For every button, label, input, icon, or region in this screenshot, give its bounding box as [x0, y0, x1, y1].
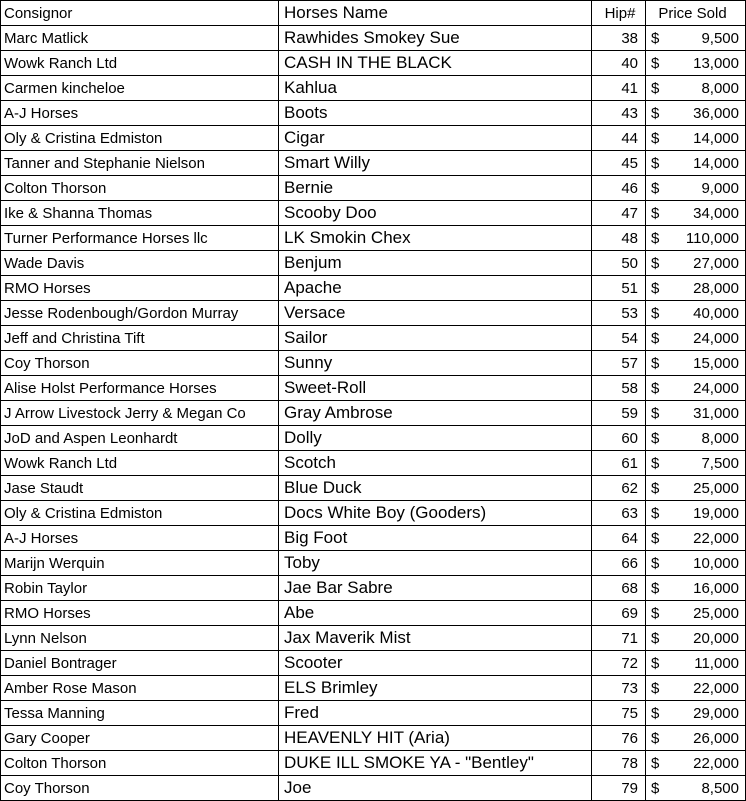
currency-symbol: $ [651, 529, 660, 547]
table-row [1, 126, 746, 151]
consignor-cell[interactable]: Marijn Werquin [1, 551, 279, 576]
currency-symbol: $ [651, 454, 660, 472]
price-value: 36,000 [693, 104, 739, 122]
table-row [1, 151, 746, 176]
price-value: 20,000 [693, 629, 739, 647]
horse-name-cell[interactable]: Cigar [279, 126, 592, 151]
horse-name-cell[interactable]: ELS Brimley [279, 676, 592, 701]
currency-symbol: $ [651, 779, 660, 797]
consignor-cell[interactable]: J Arrow Livestock Jerry & Megan Co [1, 401, 279, 426]
hip-number-cell[interactable]: 62 [592, 476, 646, 501]
currency-symbol: $ [651, 129, 660, 147]
hip-number-cell[interactable]: 73 [592, 676, 646, 701]
hip-number-cell[interactable]: 63 [592, 501, 646, 526]
price-sold-cell[interactable] [646, 451, 746, 476]
hip-number-cell[interactable]: 75 [592, 701, 646, 726]
table-body [1, 26, 746, 801]
consignor-cell[interactable]: Colton Thorson [1, 751, 279, 776]
price-sold-cell[interactable] [646, 751, 746, 776]
horse-name-cell[interactable]: Scooter [279, 651, 592, 676]
consignor-cell[interactable]: JoD and Aspen Leonhardt [1, 426, 279, 451]
price-sold-cell[interactable] [646, 601, 746, 626]
price-sold-cell[interactable] [646, 726, 746, 751]
horse-name-cell[interactable]: Abe [279, 601, 592, 626]
horse-name-cell[interactable]: LK Smokin Chex [279, 226, 592, 251]
price-sold-cell[interactable] [646, 151, 746, 176]
price-value: 7,500 [701, 454, 739, 472]
currency-symbol: $ [651, 629, 660, 647]
currency-symbol: $ [651, 29, 660, 47]
currency-symbol: $ [651, 379, 660, 397]
consignor-cell[interactable]: Carmen kincheloe [1, 76, 279, 101]
price-value: 110,000 [685, 229, 739, 247]
horse-name-cell[interactable]: Gray Ambrose [279, 401, 592, 426]
hip-number-cell[interactable]: 43 [592, 101, 646, 126]
consignor-cell[interactable]: Robin Taylor [1, 576, 279, 601]
horse-name-cell[interactable]: Jax Maverik Mist [279, 626, 592, 651]
price-value: 29,000 [693, 704, 739, 722]
currency-symbol: $ [651, 679, 660, 697]
currency-symbol: $ [651, 654, 660, 672]
consignor-cell[interactable]: Marc Matlick [1, 26, 279, 51]
table-row [1, 451, 746, 476]
price-value: 22,000 [693, 529, 739, 547]
price-sold-cell[interactable] [646, 501, 746, 526]
consignor-cell[interactable]: Ike & Shanna Thomas [1, 201, 279, 226]
price-sold-cell[interactable] [646, 426, 746, 451]
price-value: 16,000 [693, 579, 739, 597]
price-sold-cell[interactable] [646, 576, 746, 601]
consignor-cell[interactable]: Jase Staudt [1, 476, 279, 501]
currency-symbol: $ [651, 104, 660, 122]
price-sold-cell[interactable] [646, 676, 746, 701]
hip-number-cell[interactable]: 59 [592, 401, 646, 426]
price-value: 24,000 [693, 329, 739, 347]
price-sold-cell[interactable] [646, 301, 746, 326]
table-row [1, 651, 746, 676]
consignor-cell[interactable]: Wowk Ranch Ltd [1, 51, 279, 76]
consignor-cell[interactable]: RMO Horses [1, 276, 279, 301]
table-row [1, 476, 746, 501]
hip-number-cell[interactable]: 61 [592, 451, 646, 476]
hip-number-cell[interactable]: 40 [592, 51, 646, 76]
horse-name-cell[interactable]: Sweet-Roll [279, 376, 592, 401]
hip-number-cell[interactable]: 60 [592, 426, 646, 451]
column-header-horse-name[interactable]: Horses Name [279, 1, 592, 26]
price-sold-cell[interactable] [646, 51, 746, 76]
hip-number-cell[interactable]: 48 [592, 226, 646, 251]
table-row [1, 576, 746, 601]
currency-symbol: $ [651, 229, 660, 247]
price-value: 9,500 [701, 29, 739, 47]
table-row [1, 276, 746, 301]
price-value: 14,000 [693, 154, 739, 172]
table-row [1, 326, 746, 351]
hip-number-cell[interactable]: 50 [592, 251, 646, 276]
horse-name-cell[interactable]: Dolly [279, 426, 592, 451]
price-sold-cell[interactable] [646, 351, 746, 376]
horse-name-cell[interactable]: Rawhides Smokey Sue [279, 26, 592, 51]
price-sold-cell[interactable] [646, 776, 746, 801]
hip-number-cell[interactable]: 69 [592, 601, 646, 626]
table-row [1, 676, 746, 701]
price-sold-cell[interactable] [646, 226, 746, 251]
table-row [1, 251, 746, 276]
hip-number-cell[interactable]: 68 [592, 576, 646, 601]
horse-name-cell[interactable]: Versace [279, 301, 592, 326]
hip-number-cell[interactable]: 38 [592, 26, 646, 51]
header-row [1, 1, 746, 26]
price-value: 14,000 [693, 129, 739, 147]
price-sold-cell[interactable] [646, 276, 746, 301]
horse-name-cell[interactable]: Apache [279, 276, 592, 301]
price-value: 34,000 [693, 204, 739, 222]
horse-name-cell[interactable]: Joe [279, 776, 592, 801]
price-value: 28,000 [693, 279, 739, 297]
currency-symbol: $ [651, 579, 660, 597]
price-value: 40,000 [693, 304, 739, 322]
column-header-hip[interactable]: Hip# [592, 1, 646, 26]
table-row [1, 51, 746, 76]
currency-symbol: $ [651, 329, 660, 347]
table-row [1, 26, 746, 51]
hip-number-cell[interactable]: 66 [592, 551, 646, 576]
price-value: 25,000 [693, 479, 739, 497]
price-sold-cell[interactable] [646, 251, 746, 276]
currency-symbol: $ [651, 754, 660, 772]
hip-number-cell[interactable]: 71 [592, 626, 646, 651]
horse-name-cell[interactable]: Scotch [279, 451, 592, 476]
hip-number-cell[interactable]: 41 [592, 76, 646, 101]
currency-symbol: $ [651, 404, 660, 422]
horse-name-cell[interactable]: Toby [279, 551, 592, 576]
price-value: 8,000 [701, 79, 739, 97]
price-sold-cell[interactable] [646, 551, 746, 576]
table-row [1, 176, 746, 201]
consignor-cell[interactable]: Alise Holst Performance Horses [1, 376, 279, 401]
consignor-cell[interactable]: Colton Thorson [1, 176, 279, 201]
hip-number-cell[interactable]: 76 [592, 726, 646, 751]
currency-symbol: $ [651, 504, 660, 522]
price-value: 10,000 [693, 554, 739, 572]
consignor-cell[interactable]: A-J Horses [1, 526, 279, 551]
currency-symbol: $ [651, 429, 660, 447]
hip-number-cell[interactable]: 51 [592, 276, 646, 301]
price-sold-cell[interactable] [646, 401, 746, 426]
currency-symbol: $ [651, 479, 660, 497]
table-row [1, 401, 746, 426]
price-value: 31,000 [693, 404, 739, 422]
horse-name-cell[interactable]: Kahlua [279, 76, 592, 101]
consignor-cell[interactable]: Wade Davis [1, 251, 279, 276]
consignor-cell[interactable]: RMO Horses [1, 601, 279, 626]
horse-name-cell[interactable]: Fred [279, 701, 592, 726]
table-row [1, 76, 746, 101]
price-value: 9,000 [701, 179, 739, 197]
currency-symbol: $ [651, 354, 660, 372]
hip-number-cell[interactable]: 79 [592, 776, 646, 801]
table-row [1, 601, 746, 626]
consignor-cell[interactable]: Jesse Rodenbough/Gordon Murray [1, 301, 279, 326]
price-sold-cell[interactable] [646, 76, 746, 101]
hip-number-cell[interactable]: 53 [592, 301, 646, 326]
horse-name-cell[interactable]: Blue Duck [279, 476, 592, 501]
currency-symbol: $ [651, 179, 660, 197]
consignor-cell[interactable]: Turner Performance Horses llc [1, 226, 279, 251]
price-value: 22,000 [693, 679, 739, 697]
horse-name-cell[interactable]: Sunny [279, 351, 592, 376]
hip-number-cell[interactable]: 78 [592, 751, 646, 776]
price-value: 15,000 [693, 354, 739, 372]
currency-symbol: $ [651, 704, 660, 722]
price-sold-cell[interactable] [646, 376, 746, 401]
price-value: 22,000 [693, 754, 739, 772]
currency-symbol: $ [651, 54, 660, 72]
hip-number-cell[interactable]: 46 [592, 176, 646, 201]
hip-number-cell[interactable]: 58 [592, 376, 646, 401]
consignor-cell[interactable]: Tessa Manning [1, 701, 279, 726]
consignor-cell[interactable]: Daniel Bontrager [1, 651, 279, 676]
price-value: 27,000 [693, 254, 739, 272]
price-value: 8,500 [701, 779, 739, 797]
price-sold-cell[interactable] [646, 326, 746, 351]
price-sold-cell[interactable] [646, 626, 746, 651]
table-row [1, 626, 746, 651]
currency-symbol: $ [651, 304, 660, 322]
table-row [1, 526, 746, 551]
table-row [1, 701, 746, 726]
price-value: 8,000 [701, 429, 739, 447]
table-row [1, 376, 746, 401]
price-value: 19,000 [693, 504, 739, 522]
hip-number-cell[interactable]: 72 [592, 651, 646, 676]
hip-number-cell[interactable]: 45 [592, 151, 646, 176]
consignor-cell[interactable]: A-J Horses [1, 101, 279, 126]
price-sold-cell[interactable] [646, 476, 746, 501]
table-row [1, 201, 746, 226]
table-row [1, 101, 746, 126]
hip-number-cell[interactable]: 64 [592, 526, 646, 551]
price-value: 11,000 [694, 654, 739, 672]
currency-symbol: $ [651, 554, 660, 572]
table-row [1, 726, 746, 751]
consignor-cell[interactable]: Lynn Nelson [1, 626, 279, 651]
table-row [1, 776, 746, 801]
price-value: 26,000 [693, 729, 739, 747]
currency-symbol: $ [651, 729, 660, 747]
hip-number-cell[interactable]: 44 [592, 126, 646, 151]
horse-name-cell[interactable]: CASH IN THE BLACK [279, 51, 592, 76]
consignor-cell[interactable]: Jeff and Christina Tift [1, 326, 279, 351]
currency-symbol: $ [651, 154, 660, 172]
column-header-price-sold[interactable]: Price Sold [646, 1, 746, 26]
horse-name-cell[interactable]: Bernie [279, 176, 592, 201]
consignor-cell[interactable]: Gary Cooper [1, 726, 279, 751]
hip-number-cell[interactable]: 54 [592, 326, 646, 351]
consignor-cell[interactable]: Wowk Ranch Ltd [1, 451, 279, 476]
currency-symbol: $ [651, 604, 660, 622]
horse-name-cell[interactable]: Scooby Doo [279, 201, 592, 226]
price-value: 13,000 [693, 54, 739, 72]
currency-symbol: $ [651, 79, 660, 97]
consignor-cell[interactable]: Coy Thorson [1, 776, 279, 801]
table-row [1, 501, 746, 526]
table-row [1, 351, 746, 376]
hip-number-cell[interactable]: 57 [592, 351, 646, 376]
table-row [1, 751, 746, 776]
price-value: 25,000 [693, 604, 739, 622]
currency-symbol: $ [651, 254, 660, 272]
horse-name-cell[interactable]: Big Foot [279, 526, 592, 551]
horse-name-cell[interactable]: Jae Bar Sabre [279, 576, 592, 601]
price-sold-cell[interactable] [646, 126, 746, 151]
consignor-cell[interactable]: Oly & Cristina Edmiston [1, 501, 279, 526]
consignor-cell[interactable]: Coy Thorson [1, 351, 279, 376]
table-row [1, 551, 746, 576]
horse-name-cell[interactable]: Sailor [279, 326, 592, 351]
horse-name-cell[interactable]: Docs White Boy (Gooders) [279, 501, 592, 526]
price-sold-cell[interactable] [646, 651, 746, 676]
horse-name-cell[interactable]: DUKE ILL SMOKE YA - "Bentley" [279, 751, 592, 776]
table-row [1, 426, 746, 451]
consignor-cell[interactable]: Amber Rose Mason [1, 676, 279, 701]
horse-name-cell[interactable]: Smart Willy [279, 151, 592, 176]
price-sold-cell[interactable] [646, 26, 746, 51]
horse-name-cell[interactable]: Benjum [279, 251, 592, 276]
price-sold-cell[interactable] [646, 101, 746, 126]
consignor-cell[interactable]: Tanner and Stephanie Nielson [1, 151, 279, 176]
horse-name-cell[interactable]: Boots [279, 101, 592, 126]
price-sold-cell[interactable] [646, 701, 746, 726]
price-value: 24,000 [693, 379, 739, 397]
price-sold-cell[interactable] [646, 526, 746, 551]
currency-symbol: $ [651, 204, 660, 222]
consignor-cell[interactable]: Oly & Cristina Edmiston [1, 126, 279, 151]
price-sold-cell[interactable] [646, 201, 746, 226]
horse-name-cell[interactable]: HEAVENLY HIT (Aria) [279, 726, 592, 751]
price-sold-cell[interactable] [646, 176, 746, 201]
column-header-consignor[interactable]: Consignor [1, 1, 279, 26]
table-row [1, 226, 746, 251]
hip-number-cell[interactable]: 47 [592, 201, 646, 226]
currency-symbol: $ [651, 279, 660, 297]
table-row [1, 301, 746, 326]
